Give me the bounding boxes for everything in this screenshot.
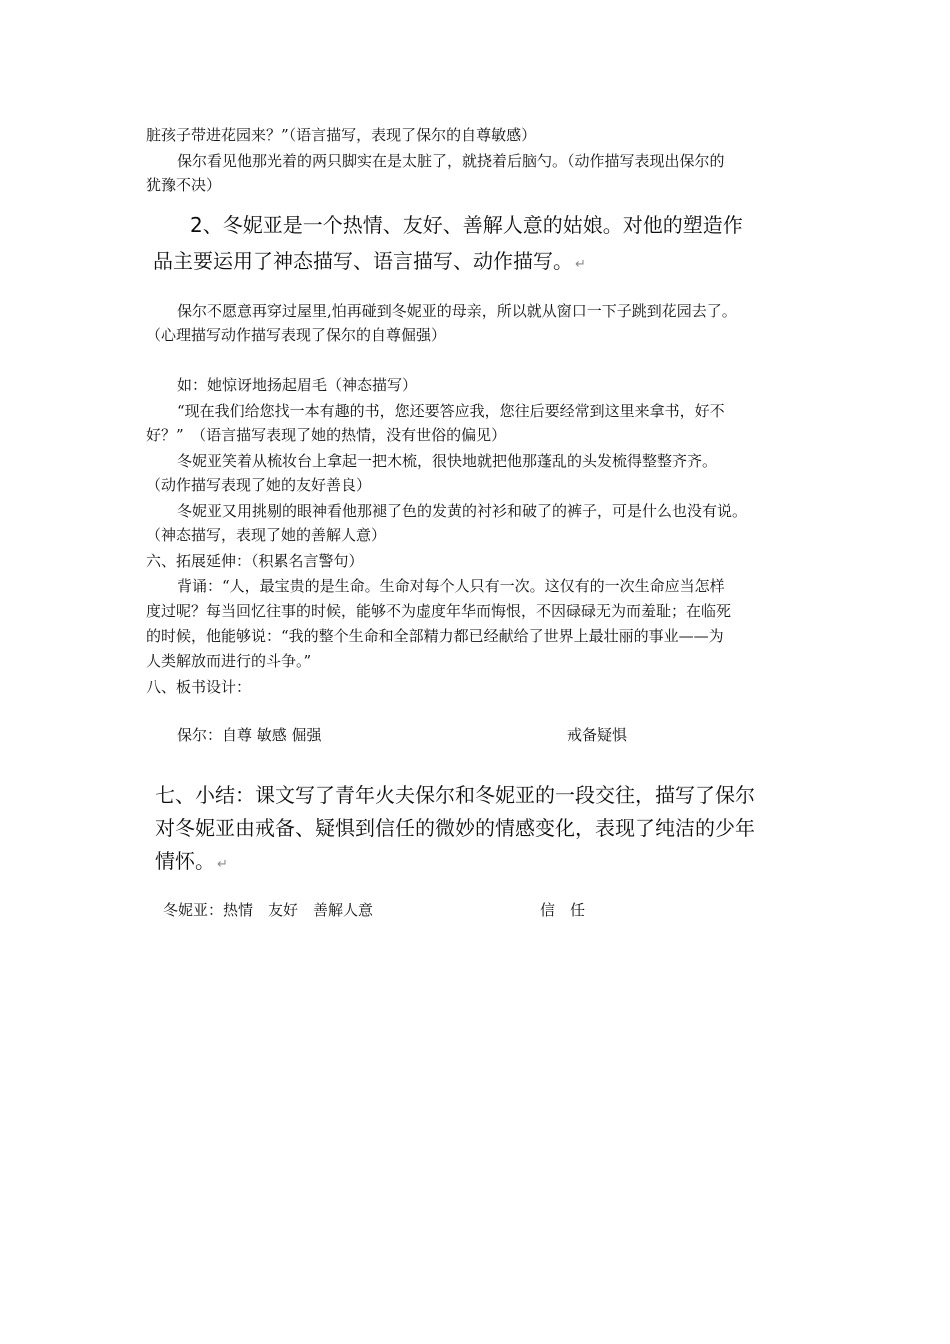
quote-line3: 的时候，他能够说：“我的整个生命和全部精力都已经献给了世界上最壮丽的事业——为 bbox=[146, 627, 724, 645]
board-tonia-traits: 冬妮亚：热情 友好 善解人意 bbox=[163, 901, 374, 919]
example-eyebrow: 如：她惊讶地扬起眉毛（神态描写） bbox=[177, 376, 418, 394]
paul-hesitate-line: 犹豫不决） bbox=[146, 176, 222, 194]
paul-window-line: 保尔不愿意再穿过屋里,怕再碰到冬妮亚的母亲，所以就从窗口一下子跳到花园去了。 bbox=[177, 302, 737, 320]
quote-line2: 度过呢？每当回忆往事的时候，能够不为虚度年华而悔恨，不因碌碌无为而羞耻；在临死 bbox=[146, 602, 732, 620]
return-mark-icon: ↵ bbox=[575, 257, 586, 272]
paul-shame-line: 脏孩子带进花园来？”（语言描写，表现了保尔的自尊敏感） bbox=[146, 126, 537, 144]
example-book-line1: “现在我们给您找一本有趣的书，您还要答应我，您往后要经常到这里来拿书，好不 bbox=[177, 402, 725, 420]
example-look-line1: 冬妮亚又用挑剔的眼神看他那褪了色的发黄的衬衫和破了的裤子，可是什么也没有说。 bbox=[177, 502, 748, 520]
paul-feet-line: 保尔看见他那光着的两只脚实在是太脏了，就挠着后脑勺。（动作描写表现出保尔的 bbox=[177, 152, 725, 170]
paul-window-note: （心理描写动作描写表现了保尔的自尊倔强） bbox=[146, 326, 447, 344]
tonia-heading-line2 bbox=[153, 246, 586, 280]
example-look-line2: （神态描写，表现了她的善解人意） bbox=[146, 526, 387, 544]
board-paul-traits: 保尔：自尊 敏感 倔强 bbox=[177, 726, 322, 744]
board-paul-attitude: 戒备疑惧 bbox=[567, 726, 628, 744]
section6-title: 六、拓展延伸：（积累名言警句） bbox=[146, 552, 364, 570]
tonia-heading-line2-text: 品主要运用了神态描写、语言描写、动作描写。 bbox=[153, 249, 573, 273]
section8-title: 八、板书设计： bbox=[146, 678, 252, 696]
example-comb-line1: 冬妮亚笑着从梳妆台上拿起一把木梳，很快地就把他那蓬乱的头发梳得整整齐齐。 bbox=[177, 452, 718, 470]
quote-line1: 背诵：“人，最宝贵的是生命。生命对每个人只有一次。这仅有的一次生命应当怎样 bbox=[177, 577, 725, 595]
board-tonia-attitude: 信 任 bbox=[540, 901, 586, 919]
summary-line2: 对冬妮亚由戒备、疑惧到信任的微妙的情感变化，表现了纯洁的少年 bbox=[155, 816, 755, 840]
summary-line3 bbox=[155, 846, 228, 880]
summary-line3-text: 情怀。 bbox=[155, 849, 215, 873]
quote-line4: 人类解放而进行的斗争。” bbox=[146, 652, 312, 670]
summary-line1: 七、小结：课文写了青年火夫保尔和冬妮亚的一段交往，描写了保尔 bbox=[155, 783, 755, 807]
return-mark-icon: ↵ bbox=[217, 857, 228, 872]
example-book-line2: 好？” （语言描写表现了她的热情，没有世俗的偏见） bbox=[146, 426, 507, 444]
example-comb-line2: （动作描写表现了她的友好善良） bbox=[146, 476, 372, 494]
tonia-heading-line1: 2、冬妮亚是一个热情、友好、善解人意的姑娘。对他的塑造作 bbox=[190, 213, 743, 237]
